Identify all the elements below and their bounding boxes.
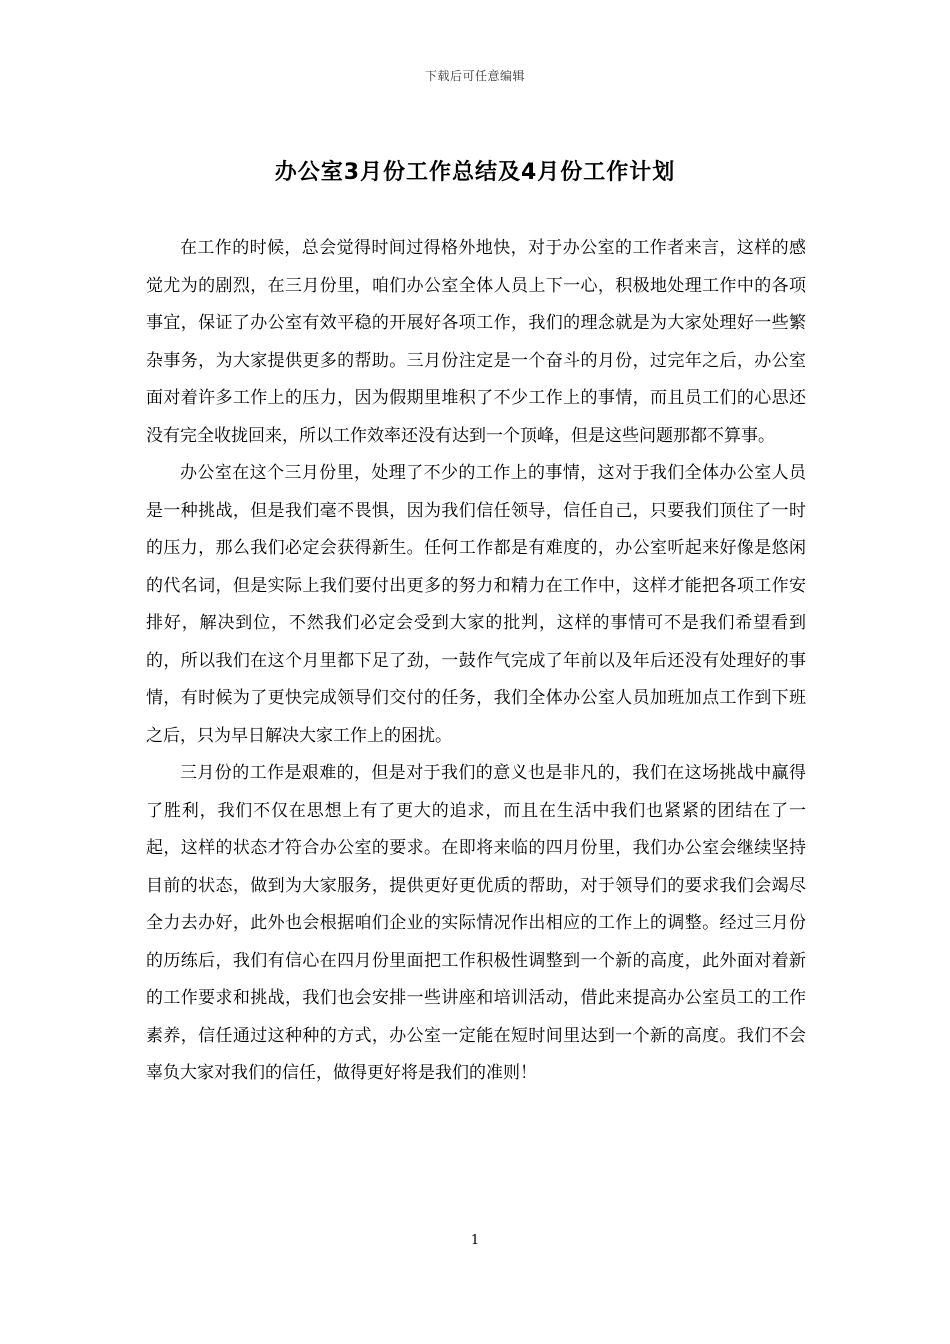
paragraph: 办公室在这个三月份里，处理了不少的工作上的事情，这对于我们全体办公室人员是一种挑战，但是我们毫不畏惧，因为我们信任领导，信任自己，只要我们顶住了一时的压力，那么我们必定会获得新生。任何工作都是有难度的，办公室听起来好像是悠闲的代名词，但是实际上我们要付出更多的努力和精力在工作中，这样才能把各项工作安排好，解决到位，不然我们必定会受到大家的批判，这样的事情可不是我们希望看到的，所以我们在这个月里都下足了劲，一鼓作气完成了年前以及年后还没有处理好的事情，有时候为了更快完成领导们交付的任务，我们全体办公室人员加班加点工作到下班之后，只为早日解决大家工作上的困扰。 — [146, 463, 806, 746]
document-title: 办公室3月份工作总结及4月份工作计划 — [274, 160, 676, 185]
paragraph: 在工作的时候，总会觉得时间过得格外地快，对于办公室的工作者来言，这样的感觉尤为的剧烈，在三月份里，咱们办公室全体人员上下一心，积极地处理工作中的各项事宜，保证了办公室有效平稳的开展好各项工作，我们的理念就是为大家处理好一些繁杂事务，为大家提供更多的帮助。三月份注定是一个奋斗的月份，过完年之后，办公室面对着许多工作上的压力，因为假期里堆积了不少工作上的事情，而且员工们的心思还没有完全收拢回来，所以工作效率还没有达到一个顶峰，但是这些问题那都不算事。 — [146, 238, 806, 446]
header-note: 下载后可任意编辑 — [424, 69, 525, 83]
page-number: 1 — [470, 1233, 480, 1248]
document-body — [146, 230, 806, 1093]
paragraph: 三月份的工作是艰难的，但是对于我们的意义也是非凡的，我们在这场挑战中赢得了胜利，我们不仅在思想上有了更大的追求，而且在生活中我们也紧紧的团结在了一起，这样的状态才符合办公室的要求。在即将来临的四月份里，我们办公室会继续坚持目前的状态，做到为大家服务，提供更好更优质的帮助，对于领导们的要求我们会竭尽全力去办好，此外也会根据咱们企业的实际情况作出相应的工作上的调整。经过三月份的历练后，我们有信心在四月份里面把工作积极性调整到一个新的高度，此外面对着新的工作要求和挑战，我们也会安排一些讲座和培训活动，借此来提高办公室员工的工作素养，信任通过这种种的方式，办公室一定能在短时间里达到一个新的高度。我们不会辜负大家对我们的信任，做得更好将是我们的准则！ — [146, 763, 806, 1083]
